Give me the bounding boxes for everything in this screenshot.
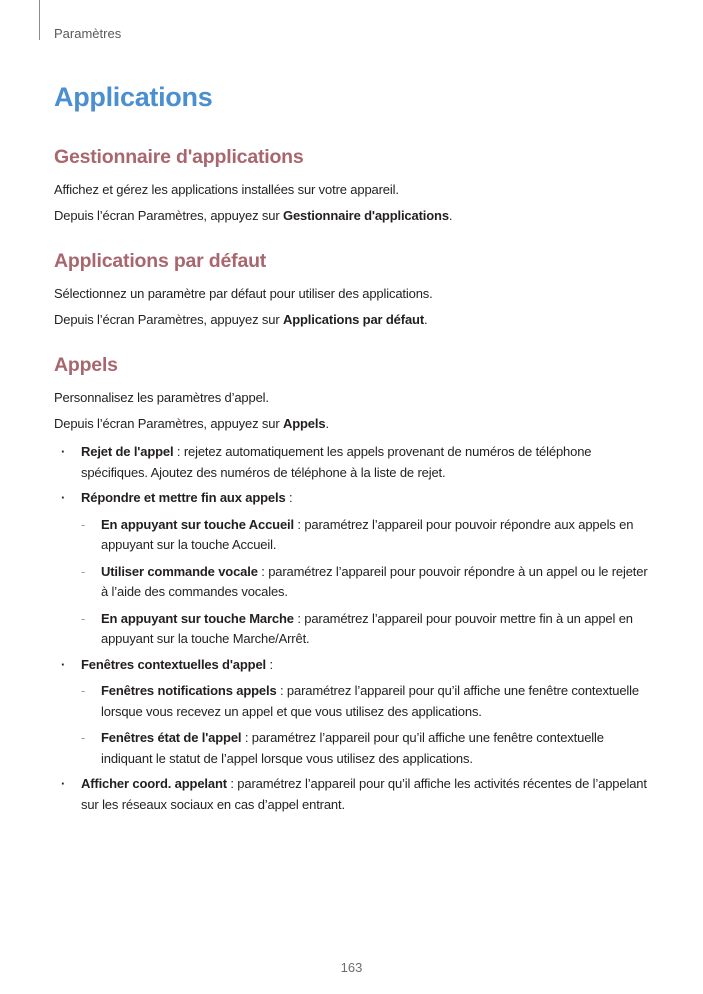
option-description: : paramétrez l’appareil pour qu’il affiche une fenêtre contextuelle lorsque vous recevez un appel et que vous utilisez des applications.	[101, 683, 639, 719]
list-item-answer-end-calls: · Répondre et mettre fin aux appels : - En appuyant sur touche Accueil : paramétrez l’appareil pour pouvoir répondre aux appels en appuyant sur la touche Accueil. - Utiliser commande vocale : paramétrez l’appareil pour pouvoir répondre à un appel ou le rejeter à l’aide des commandes vocales. - En appuyant sur touche Marche : paramétrez l’appareil pour pouvoir mettre fin à un appel en appuyant sur la touche Marche/Arrêt.	[54, 488, 654, 650]
option-term: Répondre et mettre fin aux appels	[81, 490, 286, 505]
call-options-list	[54, 442, 654, 815]
list-item-call-popups: · Fenêtres contextuelles d'appel : - Fenêtres notifications appels : paramétrez l’appareil pour qu’il affiche une fenêtre contextuelle lorsque vous recevez un appel et que vous utilisez des applications. - Fenêtres état de l'appel : paramétrez l’appareil pour qu’il affiche une fenêtre contextuelle indiquant le statut de l’appel lorsque vous utilisez des applications.	[54, 655, 654, 770]
section-heading: Gestionnaire d'applications	[54, 146, 304, 168]
section-calls	[54, 354, 654, 815]
option-term: Utiliser commande vocale	[101, 563, 258, 579]
section-instruction: Depuis l’écran Paramètres, appuyez sur Appels.	[54, 416, 329, 431]
menu-path-bold: Applications par défaut	[282, 312, 424, 327]
page-number: 163	[340, 960, 363, 975]
menu-path-bold: Gestionnaire d'applications	[282, 208, 449, 223]
sub-item-home-key	[81, 515, 654, 556]
option-term: Fenêtres contextuelles d'appel	[81, 656, 266, 672]
option-term: Fenêtres état de l'appel	[101, 730, 242, 745]
sub-options-list	[81, 515, 654, 650]
option-term: En appuyant sur touche Accueil	[101, 516, 294, 532]
option-description: : paramétrez l’appareil pour pouvoir mettre fin à un appel en appuyant sur la touche Marche/Arrêt.	[101, 610, 633, 646]
option-term: Rejet de l'appel	[81, 444, 174, 459]
option-term: Afficher coord. appelant	[81, 776, 227, 791]
sub-item-call-notification-popups	[81, 681, 654, 722]
option-description: : paramétrez l’appareil pour pouvoir répondre aux appels en appuyant sur la touche Accueil.	[101, 516, 634, 552]
option-description: : paramétrez l’appareil pour qu’il affiche les activités récentes de l’appelant sur les réseaux sociaux en cas d’appel entrant.	[81, 776, 647, 812]
list-item-call-rejection	[54, 442, 654, 483]
section-instruction: Depuis l’écran Paramètres, appuyez sur Applications par défaut.	[54, 312, 428, 327]
sub-item-power-key	[81, 609, 654, 650]
option-description: : paramétrez l’appareil pour qu’il affiche une fenêtre contextuelle indiquant le statut de l’appel lorsque vous utilisez des applications.	[101, 730, 604, 766]
sub-item-voice-control	[81, 562, 654, 603]
sub-options-list	[81, 681, 654, 769]
header-rule	[39, 0, 40, 40]
section-heading: Appels	[54, 354, 118, 376]
option-description: : rejetez automatiquement les appels provenant de numéros de téléphone spécifiques. Ajoutez des numéros de téléphone à la liste de rejet.	[81, 444, 592, 480]
section-default-apps	[54, 250, 654, 333]
list-item-show-caller-info	[54, 774, 654, 815]
page-title: Applications	[54, 82, 213, 112]
option-description: : paramétrez l’appareil pour pouvoir répondre à un appel ou le rejeter à l’aide des commandes vocales.	[101, 563, 648, 599]
option-term: Fenêtres notifications appels	[101, 683, 277, 698]
running-header: Paramètres	[54, 26, 122, 41]
section-instruction: Depuis l’écran Paramètres, appuyez sur Gestionnaire d'applications.	[54, 208, 453, 223]
section-description: Sélectionnez un paramètre par défaut pour utiliser des applications.	[54, 286, 433, 301]
menu-path-bold: Appels	[282, 416, 326, 431]
section-description: Personnalisez les paramètres d’appel.	[54, 390, 269, 405]
sub-item-call-status-popups	[81, 728, 654, 769]
option-term: En appuyant sur touche Marche	[101, 610, 294, 626]
section-description: Affichez et gérez les applications installées sur votre appareil.	[54, 182, 399, 197]
section-heading: Applications par défaut	[54, 250, 267, 272]
section-app-manager	[54, 146, 654, 229]
